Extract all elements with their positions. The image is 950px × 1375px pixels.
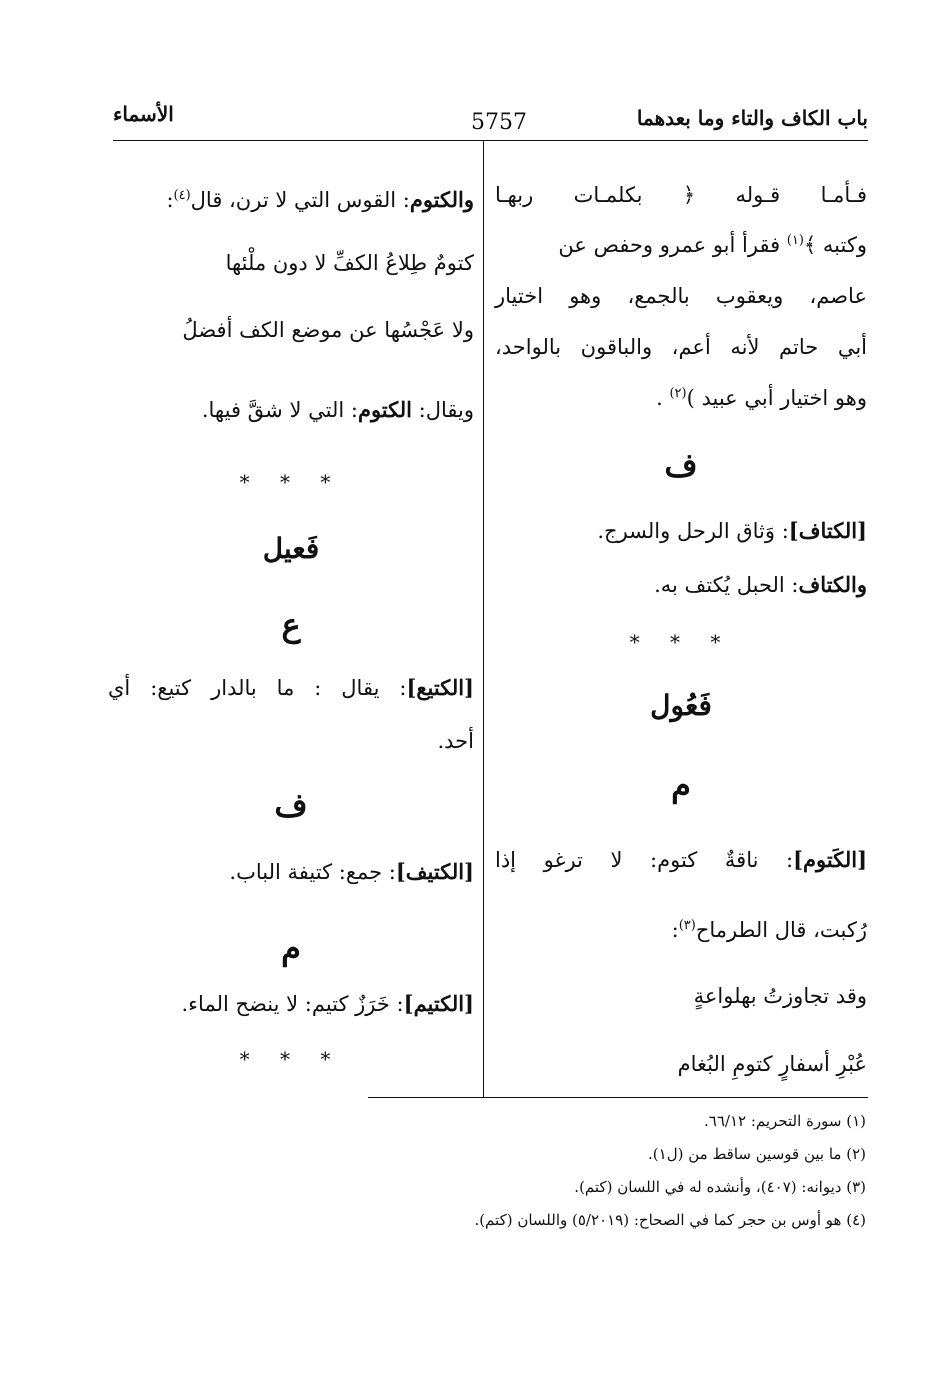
entry-word: والكتاف <box>798 572 867 597</box>
entry-word: [الكَتوم] <box>793 847 867 872</box>
entry-definition: : جمع: كتيفة الباب. <box>229 860 396 884</box>
verse-line: كتومٌ طِلاعُ الكفِّ لا دون ملْئها <box>225 251 474 275</box>
entry-word: [الكتيف] <box>395 859 474 884</box>
chapter-title: باب الكاف والتاء وما بعدهما <box>636 106 868 130</box>
section-separator: * * * <box>239 1047 343 1071</box>
footnote-mark: (٢) <box>669 386 687 401</box>
entry-word: [الكتاف] <box>788 518 867 543</box>
pattern-heading-fauul: فَعُول <box>650 689 712 722</box>
section-title: الأسماء <box>113 102 174 126</box>
letter-heading-fa: ف <box>664 446 698 484</box>
entry-kitaf <box>597 518 867 544</box>
entry-definition: : خَرَزٌ كتيم: لا ينضح الماء. <box>181 992 404 1016</box>
text-line: فـأمـا قـوله ﴿ بكلمـات ربهـا <box>495 183 867 207</box>
section-separator: * * * <box>629 630 733 654</box>
text-span: وكتبه ﴾ <box>803 233 867 257</box>
entry-word: والكتوم <box>409 187 474 212</box>
text-span: وهو اختيار أبي عبيد ) <box>686 386 867 410</box>
footnote: (٢) ما بين قوسين ساقط من (ل١). <box>648 1145 866 1163</box>
page-number: 5757 <box>471 110 527 135</box>
entry-definition: : ناقةٌ كتوم: لا ترغو إذا <box>495 848 794 872</box>
text-span: ويقال: <box>418 398 474 422</box>
running-header <box>113 100 868 140</box>
entry-katum <box>495 847 867 873</box>
footnote-mark: (٤) <box>173 188 191 203</box>
text-line <box>202 397 474 423</box>
footnote: (٣) ديوانه: (٤٠٧)، وأنشده له في اللسان (كتم). <box>574 1178 866 1196</box>
entry-word: [الكتيع] <box>406 675 474 700</box>
text-span: فقرأ أبو عمرو وحفص عن <box>558 233 781 257</box>
letter-heading-fa: ف <box>274 786 308 824</box>
text-line: عاصم، ويعقوب بالجمع، وهو اختيار <box>495 284 867 308</box>
letter-heading-mim: م <box>281 929 301 967</box>
footnote-rule <box>368 1097 868 1098</box>
text-span: رُكبت، قال الطرماح <box>695 918 867 942</box>
entry-definition: : القوس التي لا ترن، قال <box>190 188 410 212</box>
pattern-heading-fail: فَعيل <box>262 532 320 565</box>
entry-katum-bow <box>166 187 474 213</box>
entry-definition: : التي لا شقَّ فيها. <box>201 398 358 422</box>
entry-definition: : يقال : ما بالدار كتيع: أي <box>108 676 407 700</box>
entry-word: [الكتيم] <box>403 991 474 1016</box>
letter-heading-ayn: ع <box>281 606 301 644</box>
text-span: : <box>166 188 174 212</box>
entry-definition: : الحبل يُكتف به. <box>654 573 799 597</box>
footnote-mark: (٣) <box>678 918 696 933</box>
footnote: (٤) هو أوس بن حجر كما في الصحاح: (٥/٢٠١٩) واللسان (كتم). <box>474 1211 866 1229</box>
verse-line: عُبْرِ أسفارٍ كتومِ البُغام <box>677 1052 867 1076</box>
text-line: أبي حاتم لأنه أعم، والباقون بالواحد، <box>495 335 867 359</box>
footnote-mark: (١) <box>786 233 804 248</box>
text-line <box>656 386 867 411</box>
footnote: (١) سورة التحريم: ٦٦/١٢. <box>704 1112 866 1130</box>
verse-line: وقد تجاوزتُ بهلواعةٍ <box>693 984 867 1008</box>
entry-katif <box>229 859 474 885</box>
header-rule <box>113 140 868 141</box>
entry-katim <box>182 991 475 1017</box>
verse-line: ولا عَجْسُها عن موضع الكف أفضلُ <box>182 318 474 342</box>
entry-kitaf-2 <box>654 572 867 598</box>
entry-definition: : وَثاق الرحل والسرج. <box>597 519 789 543</box>
text-span: . <box>656 386 663 410</box>
text-line: أحد. <box>437 729 474 753</box>
entry-word: الكتوم <box>357 397 412 422</box>
section-separator: * * * <box>239 470 343 494</box>
text-line <box>558 233 867 258</box>
text-line <box>672 918 867 943</box>
column-divider <box>483 141 484 1098</box>
text-span: : <box>671 918 679 942</box>
letter-heading-mim: م <box>671 766 691 804</box>
entry-katii <box>108 675 474 701</box>
